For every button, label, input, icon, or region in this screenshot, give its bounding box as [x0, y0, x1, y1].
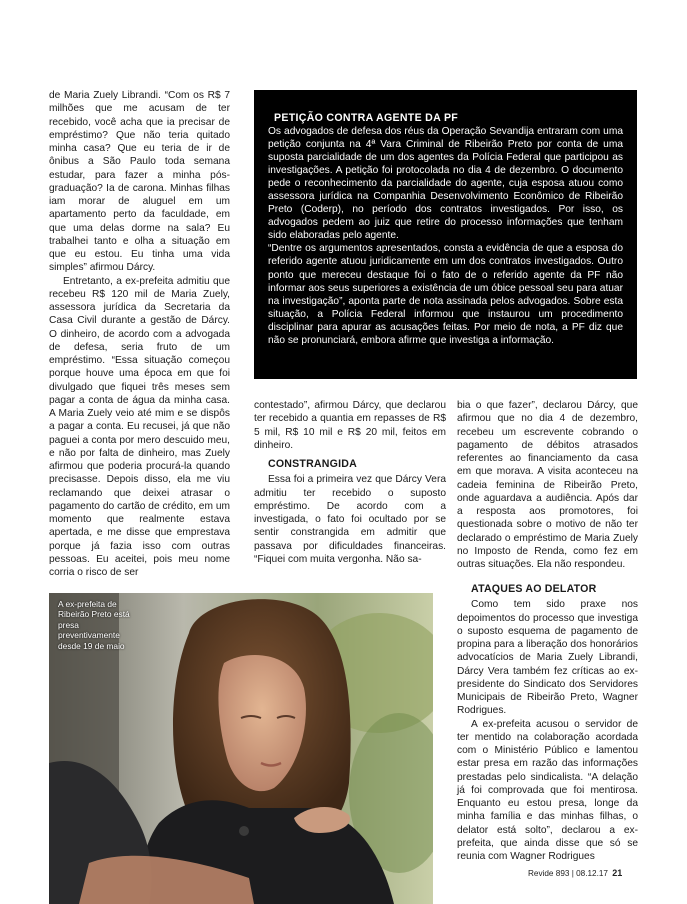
page-number: 21 [612, 868, 623, 878]
article-paragraph: bia o que fazer”, declarou Dárcy, que afirmou que no dia 4 de dezembro, recebeu um escrevente cobrando o pagamento de débitos atrasados referentes ao financiamento da casa em que morava. A visita aconteceu na cadeia feminina de Ribeirão Preto, onde aguardava a audiência. Após dar a resposta aos promotores, foi questionada sobre o motivo de não ter declarado o empréstimo de Maria Zuely no Imposto de Renda, como fez em outras situações. Ela não respondeu. [457, 400, 638, 570]
section-heading: CONSTRANGIDA [268, 458, 357, 470]
article-column-3-lower [457, 583, 638, 863]
sidebar-box-paragraph: Os advogados de defesa dos réus da Operação Sevandija entraram com uma petição conjunta na 4ª Vara Criminal de Ribeirão Preto por conta de uma suposta parcialidade de um dos agentes da Polícia Federal que participou as investigações. A petição foi protocolada no dia 4 de dezembro. O documento pede o reconhecimento da parcialidade do agente, cuja esposa atuou como assessora jurídica na Companhia Desenvolvimento Econômico de Ribeirão Preto (Coderp), no período dos contratos investigados. Por isso, os advogados pedem ao juiz que retire do processo informações que tenham sido elaboradas pelo agente. [268, 126, 623, 242]
section-heading: ATAQUES AO DELATOR [471, 583, 597, 595]
sidebar-box-title: PETIÇÃO CONTRA AGENTE DA PF [274, 112, 459, 124]
sidebar-box [254, 90, 637, 379]
page-footer [528, 868, 622, 878]
sidebar-box-quote: “Dentre os argumentos apresentados, consta a evidência de que a esposa do referido agente atuou juridicamente em um dos contratos investigados. Outro ponto que mereceu destaque foi o fato de o referido agente da PF não informar aos seus superiores a existência de um óbice pessoal seu para atuar na investigação”, aponta parte de nota assinada pelos advogados. Sobre esta situação, a Polícia Federal informou que instaurou um procedimento disciplinar para apurar as acusações feitas. Por meio de nota, a PF diz que não se pronunciará, embora afirme que investiga a informação. [268, 243, 623, 346]
article-paragraph: Como tem sido praxe nos depoimentos do processo que investiga o suposto esquema de pagamento de propina para a liberação dos honorários advocatícios de Maria Zuely Librandi, Dárcy Vera também fez críticas ao ex-presidente do Sindicato dos Servidores Municipais de Ribeirão Preto, Wagner Rodrigues. [457, 599, 638, 717]
article-paragraph: contestado”, afirmou Dárcy, que declarou ter recebido a quantia em repasses de R$ 5 mil, R$ 10 mil e R$ 20 mil, feitos em dinheiro. [254, 400, 446, 451]
article-paragraph: de Maria Zuely Librandi. “Com os R$ 7 milhões que me acusam de ter recebido, você acha que ia precisar de empréstimo? Que não teria quitado minha casa? Que eu teria de ir de ônibus a São Paulo toda semana estudar, para fazer a minha pós-graduação? Ia de carona. Minhas filhas iam morar de aluguel em um apartamento perto da faculdade, em que uma delas dorme na sala? Eu trabalhei tanto e olha a situação em que eu estou. Eu tinha uma vida simples” afirmou Dárcy. [49, 90, 230, 274]
article-column-2 [254, 399, 446, 566]
article-paragraph: A ex-prefeita acusou o servidor de ter mentido na colaboração acordada com o Ministério Público e lamentou estar presa em razão das informações prestadas pelo sindicalista. “A delação já foi comprovada que foi mentirosa. Enquanto eu estou presa, longe da minha família e das minhas filhas, o delator está solto”, declarou a ex-prefeita, que ainda disse que só se reunia com Wagner Rodrigues [457, 718, 638, 862]
photo-caption: A ex-prefeita de Ribeirão Preto está presa preventivamente desde 19 de maio [58, 599, 130, 651]
article-column-3 [457, 399, 638, 571]
article-column-1 [49, 89, 230, 579]
folio-text: Revide 893 | 08.12.17 [528, 869, 608, 878]
article-paragraph: Entretanto, a ex-prefeita admitiu que recebeu R$ 120 mil de Maria Zuely, assessora jurídica da Secretaria da Casa Civil durante a gestão de Dárcy. O dinheiro, de acordo com a advogada de defesa, seria fruto de um empréstimo. “Essa situação começou porque houve uma época em que foi divulgado que fiquei três meses sem pagar a conta de água da minha casa. A Maria Zuely veio até mim e se dispôs a pagar a conta. Eu recusei, já que não paguei a conta por mero descuido meu, e não por falta de dinheiro, mas Zuely afirmou que poderia procurá-la quando precisasse. Depois disso, ela me viu reclamando que deixei atrasar o pagamento do cartão de crédito, em um momento que realmente estava apertada, e me disse que emprestava porque já fazia isso com outras pessoas. Eu aceitei, pois meu nome corria o risco de ser [49, 275, 230, 578]
article-paragraph: Essa foi a primeira vez que Dárcy Vera admitiu ter recebido o suposto empréstimo. De acordo com a investigada, o fato foi ocultado por se sentir constrangida em admitir que passava por dificuldades financeiras. “Fiquei com muita vergonha. Não sa- [254, 474, 446, 565]
